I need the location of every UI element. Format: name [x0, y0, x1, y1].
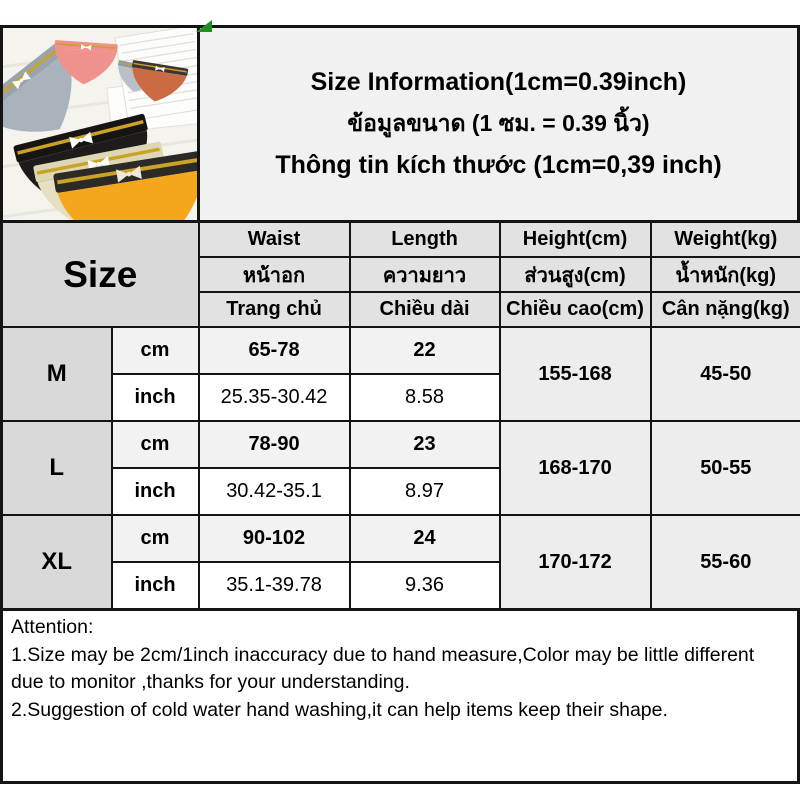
attention-item-2: 2.Suggestion of cold water hand washing,it can help items keep their shape. — [11, 699, 668, 722]
col-header-height-en: Height(cm) — [500, 222, 651, 258]
height-l: 168-170 — [500, 421, 651, 515]
col-header-waist-en: Waist — [199, 222, 350, 258]
length-cm-xl: 24 — [350, 515, 500, 562]
weight-xl: 55-60 — [651, 515, 800, 610]
table-row-m-cm — [2, 327, 800, 374]
title-thai: ข้อมูลขนาด (1 ซม. = 0.39 นิ้ว) — [347, 110, 650, 136]
attention-heading: Attention: — [11, 616, 94, 638]
waist-cm-xl: 90-102 — [199, 515, 350, 562]
product-photo — [3, 28, 200, 220]
unit-label-cm-l: cm — [112, 421, 199, 468]
length-inch-l: 8.97 — [350, 468, 500, 515]
title-vietnamese: Thông tin kích thước (1cm=0,39 inch) — [275, 151, 722, 179]
unit-label-inch-xl: inch — [112, 562, 199, 610]
waist-inch-xl: 35.1-39.78 — [199, 562, 350, 610]
col-header-length-th: ความยาว — [350, 257, 500, 292]
weight-l: 50-55 — [651, 421, 800, 515]
col-header-length-en: Length — [350, 222, 500, 258]
weight-m: 45-50 — [651, 327, 800, 421]
col-header-waist-vi: Trang chủ — [199, 292, 350, 327]
unit-label-inch-l: inch — [112, 468, 199, 515]
col-header-height-vi: Chiều cao(cm) — [500, 292, 651, 327]
size-chart-sheet — [0, 25, 800, 784]
col-header-length-vi: Chiều dài — [350, 292, 500, 327]
length-cm-l: 23 — [350, 421, 500, 468]
size-corner-label: Size — [2, 222, 199, 328]
top-section — [0, 25, 800, 223]
col-header-weight-th: น้ำหนัก(kg) — [651, 257, 800, 292]
col-header-waist-th: หน้าอก — [199, 257, 350, 292]
header-row-en — [2, 222, 800, 258]
length-inch-m: 8.58 — [350, 374, 500, 421]
col-header-weight-en: Weight(kg) — [651, 222, 800, 258]
attention-item-1: 1.Size may be 2cm/1inch inaccuracy due to hand measure,Color may be little different due to monitor ,thanks for your understanding. — [11, 643, 755, 694]
table-row-l-cm — [2, 421, 800, 468]
col-header-height-th: ส่วนสูง(cm) — [500, 257, 651, 292]
length-inch-xl: 9.36 — [350, 562, 500, 610]
size-label-m: M — [2, 327, 112, 421]
waist-inch-l: 30.42-35.1 — [199, 468, 350, 515]
height-xl: 170-172 — [500, 515, 651, 610]
table-row-xl-cm — [2, 515, 800, 562]
waist-inch-m: 25.35-30.42 — [199, 374, 350, 421]
briefs-photo-illustration — [3, 28, 197, 220]
waist-cm-m: 65-78 — [199, 327, 350, 374]
unit-label-cm-m: cm — [112, 327, 199, 374]
attention-note — [0, 608, 800, 784]
title-english: Size Information(1cm=0.39inch) — [310, 68, 687, 96]
unit-label-inch-m: inch — [112, 374, 199, 421]
unit-label-cm-xl: cm — [112, 515, 199, 562]
size-table — [0, 220, 800, 611]
size-label-l: L — [2, 421, 112, 515]
size-label-xl: XL — [2, 515, 112, 610]
length-cm-m: 22 — [350, 327, 500, 374]
title-panel — [200, 28, 797, 220]
height-m: 155-168 — [500, 327, 651, 421]
col-header-weight-vi: Cân nặng(kg) — [651, 292, 800, 327]
waist-cm-l: 78-90 — [199, 421, 350, 468]
